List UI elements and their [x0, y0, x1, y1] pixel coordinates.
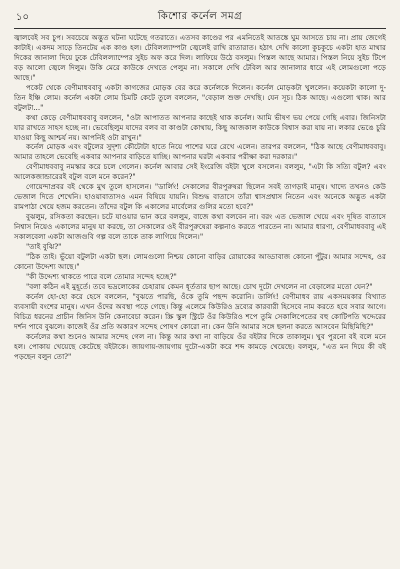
paragraph: "তাই বুঝি?" [26, 242, 62, 252]
running-title: কিশোর কর্নেল সমগ্র [157, 10, 243, 22]
paragraph: "বলা কঠিন এই মুহূর্তে। তবে ভদ্রলোকের চেহারায় কেমন ধূর্ততার ছাপ আছে। চোখ দুটো দেখলেন না বেড়ালের মতো যেন?" [26, 281, 373, 291]
paragraph: কর্নেলের কথা শুনেও আমার সন্দেহ গেল না। কিন্তু আর কথা না বাড়িয়ে ওঁর বইটার দিকে তাকালুম। খুব পুরনো বই বলে মনে হল। পোকায় খেয়েছে কেটেছে বইটাকে। জায়গায়-জায়গায় দুটো-একটা করে শব্দ কামড়ে খেয়েছে। বললুম, "এত মন দিয়ে কী বই পড়ছেন বলুন তো?" [14, 331, 386, 361]
paragraph: গোয়েন্দাপ্রবর বই থেকে মুখ তুলে হাসলেন। "ডার্লিং! সেকালের বীরপুরুষরা ছিলেন সবই তাগড়াই মানুষ। খাদ্যে তখনও কেউ ভেজাল দিতে শেখেনি। হাওয়াবাতাসও এমন বিষিয়ে যায়নি। বিশুদ্ধ বাতাসে তাঁরা শ্বাসপ্রশ্বাস নিতেন এবং অনেকে অদ্ভুত একটা রামপাঠা খেয়ে হজম করতেন। তাঁদের বটুল কি একালের মার্বেলের গুলির মতো হবে?" [14, 182, 386, 212]
paragraph: জ্বালবেই সব চুপ। সবচেয়ে অদ্ভুত ঘটনা ঘটেছে গতরাতে। এতসব কাণ্ডের পর এমনিতেই আতঙ্কে ঘুম আসতে চায় না। প্রায় জেগেই কাটাই। একদম সাড়ে তিনটেয় এক কাণ্ড হল। টেবিলল্যাম্পটা জ্বেলেই রাখি রাতারাত। হঠাৎ দেখি কালো কুচকুচে একটা হাত মাথার দিকের জানালা দিয়ে ঢুকে টেবিলল্যাম্পের সুইচ অফ করে দিল। লাফিয়ে উঠে বসলুম। পিস্তল আছে আমার। পিস্তল নিয়ে সুইচ টিপে বড় আলো জ্বেলে দিলুম। উকি মেরে কাউকে দেখতে পেলুম না। সকালে দেখি টেবিল আর জানালার ধারে এই লোমগুলো পড়ে আছে।" [14, 33, 386, 82]
page-body [14, 33, 386, 361]
paragraph: কর্নেল মোড়ক এবং বটুলের সুদৃশ্য কৌটোটা হাতে নিয়ে পাশের ঘরে রেখে এলেন। তারপর বললেন, "ঠিক আছে বেণীমাধববাবু। আমার তাহলে ভেবেছি একবার আপনার বাড়িতে যাচ্ছি। আপনার ঘরটা একবার পরীক্ষা করা দরকার।" [14, 142, 386, 162]
header-rule [14, 28, 386, 29]
paragraph: বেণীমাধববাবু নমস্কার করে চলে গেলেন। কর্নেল আবার সেই ইংরেজি বইটা খুলে বসলেন। বললুম, "এটা কি সত্যি বটুল? এবং আলেকজান্ডারেরই বটুল বলে মনে করেন?" [14, 162, 386, 182]
paragraph: "ঠিক তাই। ভুঁয়ো বটুলটা একটা ছল। লোমগুলো নিশ্চয় কোনো বাড়ির রোয়াকের আড্ডাবাজ কোনো পুঁটুর। আমার সন্দেহ, ওর কোনো উদ্দেশ্য আছে।" [14, 251, 386, 271]
paragraph: কথা কেড়ে বেণীমাধববাবু বললেন, "ওটা আপাতত আপনার কাছেই থাক কর্নেল। আমি ভীষণ ভয় পেয়ে গেছি এবার। জিনিসটা যার রাখতে সাহস হচ্ছে না। ভেবেছিলুম যাদের বলব বা কাণ্ডটা কোথায়, কিছু আজকাল কাউকে বিশ্বাস করা যায় না। লকার ভেঙে চুরি যাওয়া কিছু আশ্চর্য নয়। আপনিই ওটা রাখুন।" [14, 112, 386, 142]
paragraph: "কী উদ্দেশ্য থাকতে পারে বলে তোমার সন্দেহ হচ্ছে?" [26, 271, 177, 281]
paragraph: বুঝলুম, রসিকতা করছেন। চটে যাওয়ার ভান করে বললুম, বাজে কথা বলবেন না। বরং এত ভেজাল খেয়ে এবং দূষিত বাতাসে নিশ্বাস নিয়েও একালের মানুষ যা করছে, তা সেকালের ওই বীরপুরুষেরা কল্পনাও করতে পারতেন না। আমার ধারণা, বেণীমাধববাবু এই সকালবেলা একটা আজগুবি গল্প বলে তাকে তাক লাগিয়ে দিলেন।" [14, 212, 386, 242]
page-header [14, 8, 386, 26]
paragraph: পকেট থেকে বেণীমাধববাবু একটা কাগজের মোড়ক বের করে কর্নেলকে দিলেন। কর্নেল মোড়কটা খুললেন। কয়েকটা কালো দু-তিন ইঞ্চি লোম। কর্নেল একটা লোম চিমটি কেটে তুলে বললেন, "বেড়াল শুক্ত দেখছি। যেন সূচ। ঠিক আছে। এগুলো থাক। আর বটুলটা..." [14, 82, 386, 112]
page-number: ১০ [16, 12, 29, 23]
paragraph: কর্নেল হো-হো করে হেসে বললেন, "বুঝতে পারছি, ওঁকে তুমি পছন্দ করোনি। ডার্লিং! বেণীমাধব রায় একসময়কার বিখ্যাত ব্যবসায়ী বংশের মানুষ। এখন ওঁদের অবস্থা পড়ে গেছে। কিন্তু এলেমে কিউরিও দ্রব্যের কারবারী হিসেবে নাম করতে হবে সবার আগে। বিচিত্র ধরনের প্রাচীন জিনিস উনি কেনাবেচা করেন। স্ক্রি স্কুল স্ট্রিটে ওঁর কিউরিও শপে তুমি সেকালিপেতের বহু কোটিপতি খদ্দেরের দর্শন পাবে বুঝলে। কাজেই ওঁর প্রতি অকারণ সন্দেহ পোষণ কোরো না। কেন উনি আমার সঙ্গে ছলনা করতে আসবেন মিছিমিছি?" [14, 291, 386, 331]
